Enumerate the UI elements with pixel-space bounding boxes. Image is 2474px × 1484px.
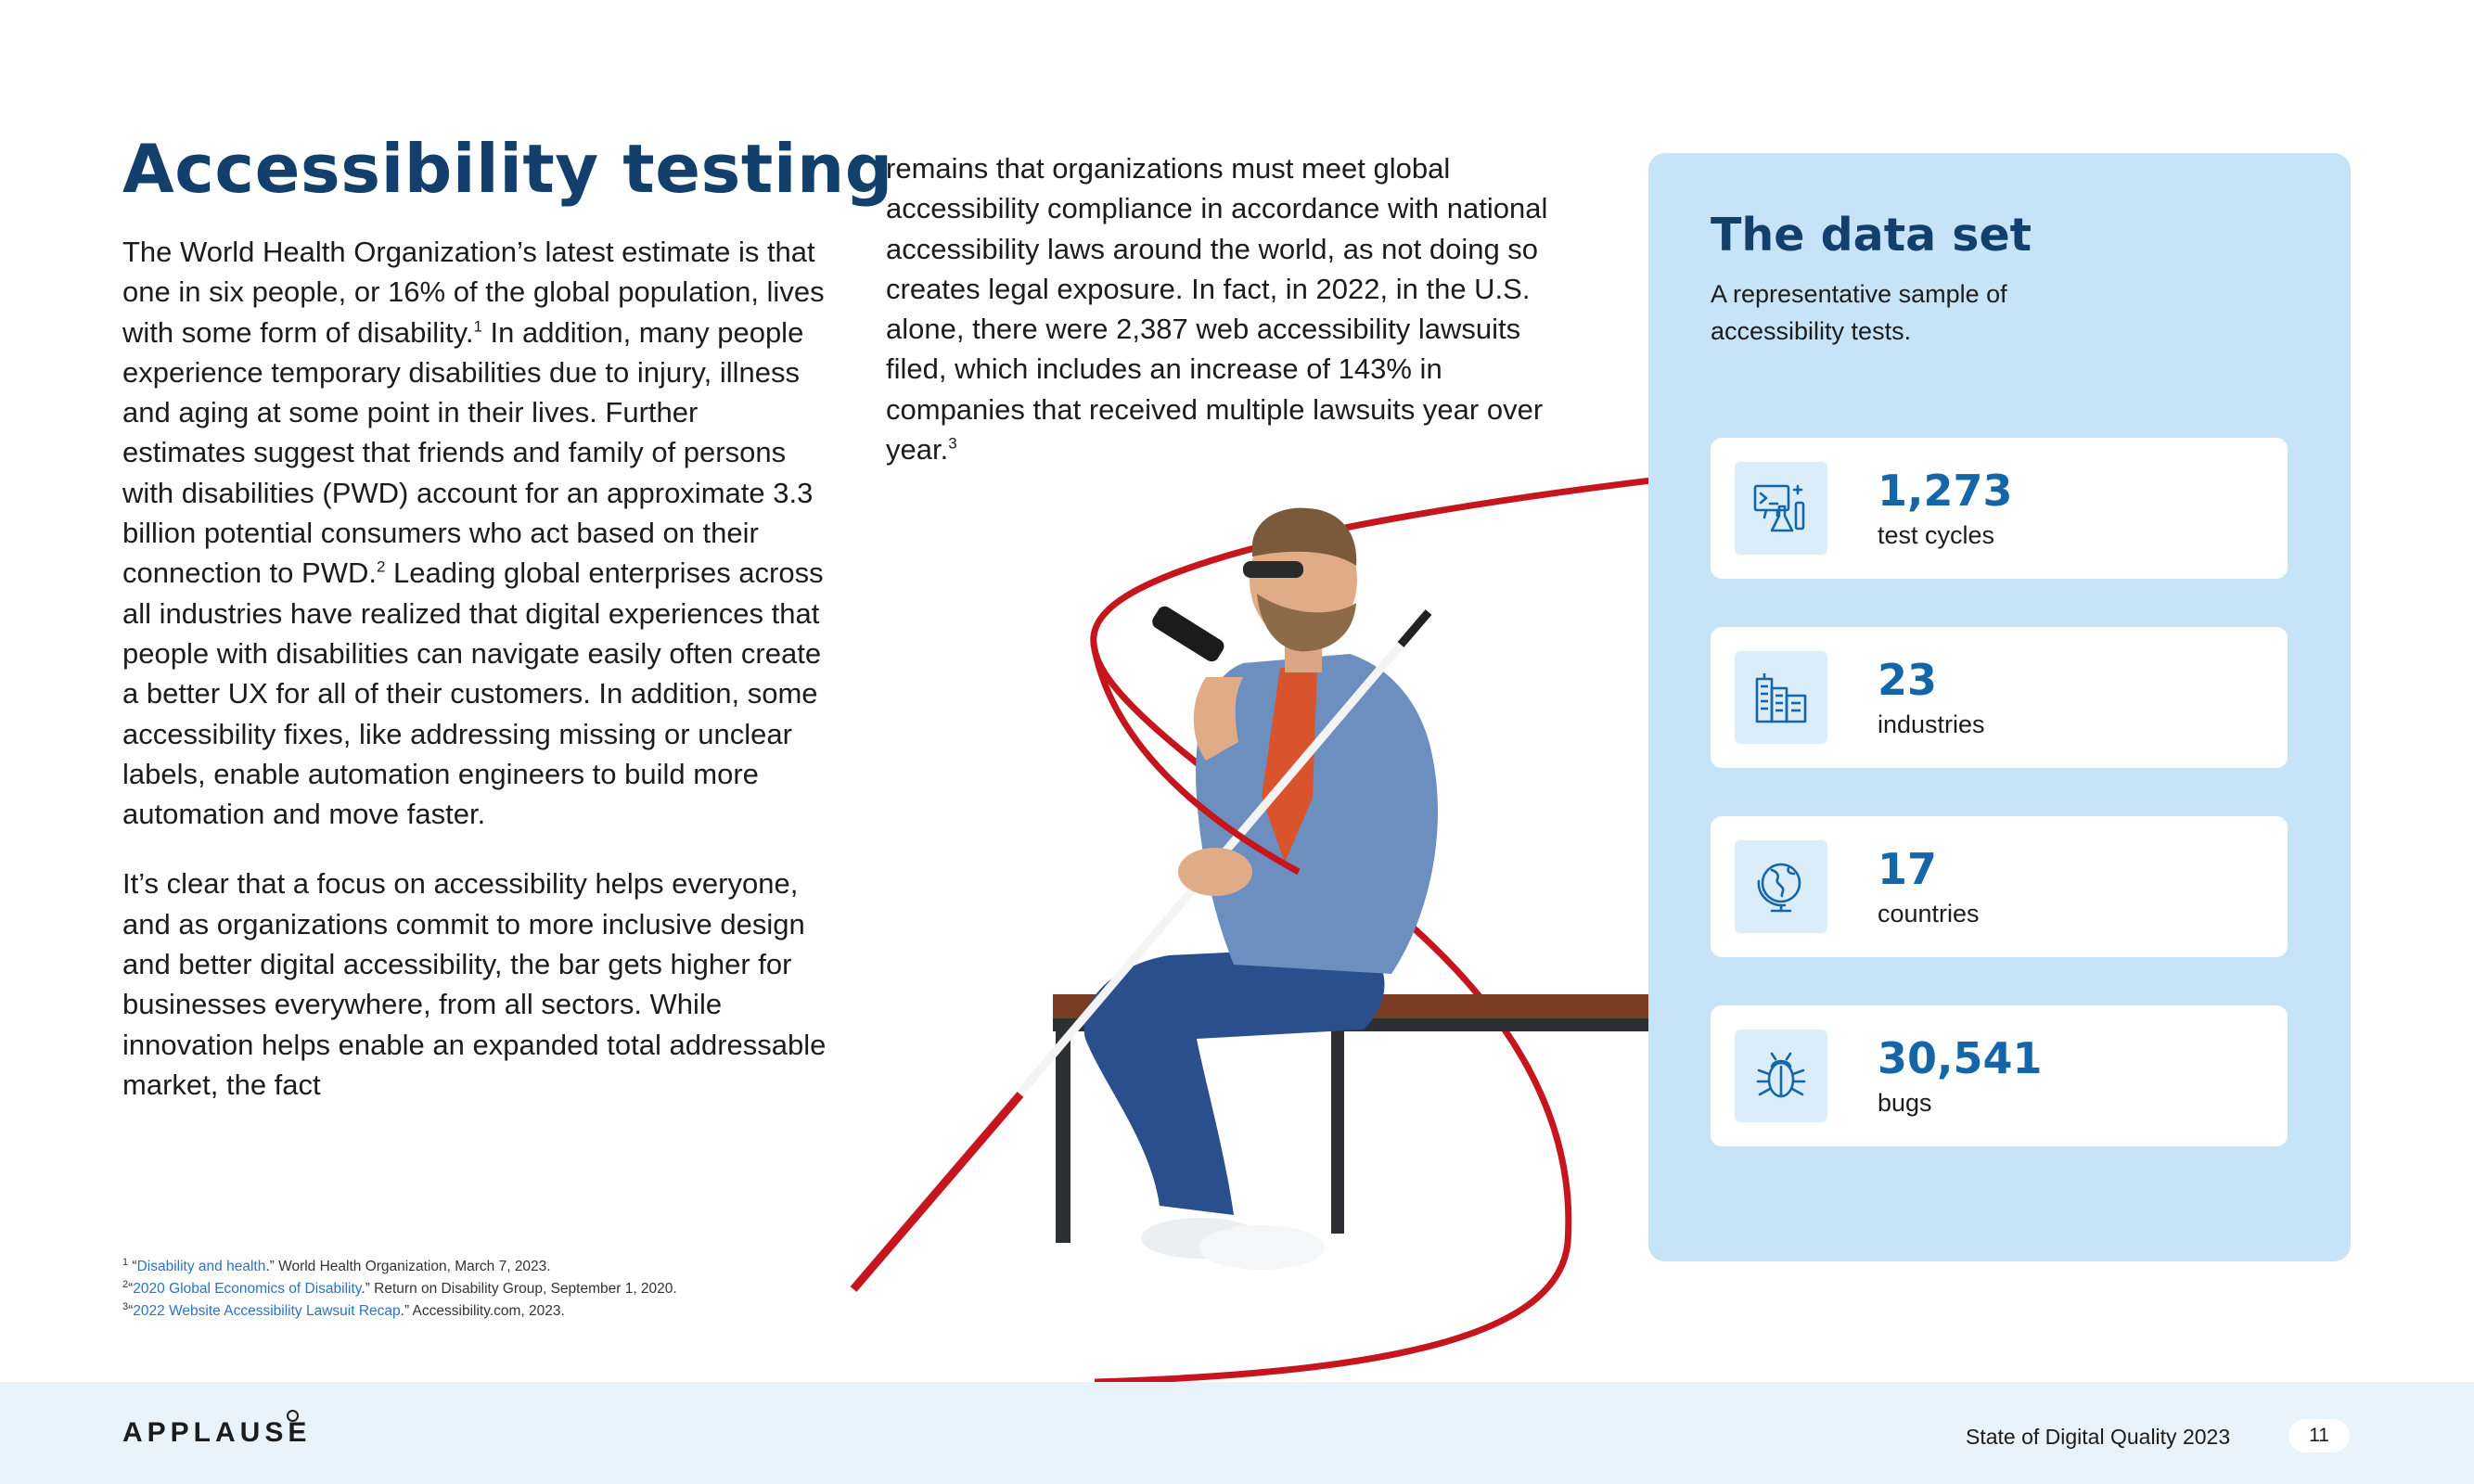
stat-card-bugs xyxy=(1711,1005,2288,1146)
footnote-1-link[interactable]: Disability and health xyxy=(136,1259,266,1274)
sunglasses xyxy=(1243,561,1303,578)
panel-title: The data set xyxy=(1711,209,2032,262)
stat-label: bugs xyxy=(1878,1089,1932,1117)
paragraph-2: It’s clear that a focus on accessibility helps everyone, and as organizations commit to more inclusive design and better digital accessibility, the bar gets higher for businesses everywhere, from all sectors. While innovation helps enable an expanded total addressable market, the fact xyxy=(122,867,827,1101)
data-set-panel xyxy=(1648,153,2351,1261)
buildings-icon xyxy=(1735,651,1827,744)
bug-icon xyxy=(1735,1030,1827,1122)
bench-leg xyxy=(1056,1030,1070,1243)
panel-subtitle: A representative sample of accessibility tests. xyxy=(1711,280,2007,345)
paragraph-1-text-a: The World Health Organization’s latest estimate is that one in six people, or 16% of the global population, lives with some form of disability. xyxy=(122,236,825,349)
stat-label: test cycles xyxy=(1878,521,1995,549)
stat-value: 30,541 xyxy=(1878,1033,2043,1083)
phone xyxy=(1149,604,1226,665)
paragraph-1-text-c: Leading global enterprises across all industries have realized that digital experiences that people with disabilities can navigate easily often create a better UX for all of their customers. In addition, some accessibility fixes, like addressing missing or unclear labels, enable automation engineers to build more automation and move faster. xyxy=(122,556,824,831)
stat-card-test-cycles xyxy=(1711,438,2288,579)
page-footer xyxy=(0,1382,2474,1484)
logo-ring-icon xyxy=(287,1410,299,1422)
stat-card-countries xyxy=(1711,816,2288,957)
paragraph-3-text: remains that organizations must meet global accessibility compliance in accordance with national accessibility laws around the world, as not doing so creates legal exposure. In fact, in 2022, in the U.S. alone, there were 2,387 web accessibility lawsuits filed, which includes an increase of 143% in companies that received multiple lawsuits year over year. xyxy=(886,152,1548,467)
globe-icon xyxy=(1735,840,1827,933)
test-lab-icon xyxy=(1735,462,1827,555)
body-column-left xyxy=(122,232,827,1134)
stat-value: 23 xyxy=(1878,655,1938,705)
footnote-ref-2[interactable]: 2 xyxy=(376,558,386,577)
applause-logo: APPLAUSE xyxy=(122,1417,312,1448)
paragraph-1-text-b: In addition, many people experience temporary disabilities due to injury, illness and aging at some point in their lives. Further estimates suggest that friends and family of persons with disabilities (PWD) account for an approximate 3.3 billion potential consumers who act based on their connection to PWD. xyxy=(122,315,814,590)
footnotes xyxy=(122,1256,677,1323)
man-with-cane-photo xyxy=(816,445,1651,1391)
footnote-3-link[interactable]: 2022 Website Accessibility Lawsuit Recap xyxy=(133,1303,401,1319)
footnote-3: $^3$“2022 Website Accessibility Lawsuit Recap.” Accessibility.com, 2023. xyxy=(122,1300,565,1319)
report-name: State of Digital Quality 2023 xyxy=(1966,1425,2231,1449)
stat-card-industries xyxy=(1711,627,2288,768)
page-number: 11 xyxy=(2288,1419,2350,1452)
page-title: Accessibility testing xyxy=(122,130,893,208)
footnote-2-link[interactable]: 2020 Global Economics of Disability xyxy=(133,1281,362,1297)
stat-value: 17 xyxy=(1878,844,1938,894)
stat-label: countries xyxy=(1878,900,1980,928)
footnote-ref-1[interactable]: 1 xyxy=(473,317,482,336)
stat-value: 1,273 xyxy=(1878,466,2013,516)
footnote-ref-3[interactable]: 3 xyxy=(948,434,957,453)
paragraph-1 xyxy=(122,232,827,834)
body-column-middle xyxy=(886,148,1568,469)
footnote-2: $^2$“2020 Global Economics of Disability.” Return on Disability Group, September 1, 2020. xyxy=(122,1278,677,1297)
footnote-1: $^1$ “Disability and health.” World Health Organization, March 7, 2023. xyxy=(122,1256,551,1274)
paragraph-3 xyxy=(886,148,1568,469)
stat-label: industries xyxy=(1878,710,1985,738)
